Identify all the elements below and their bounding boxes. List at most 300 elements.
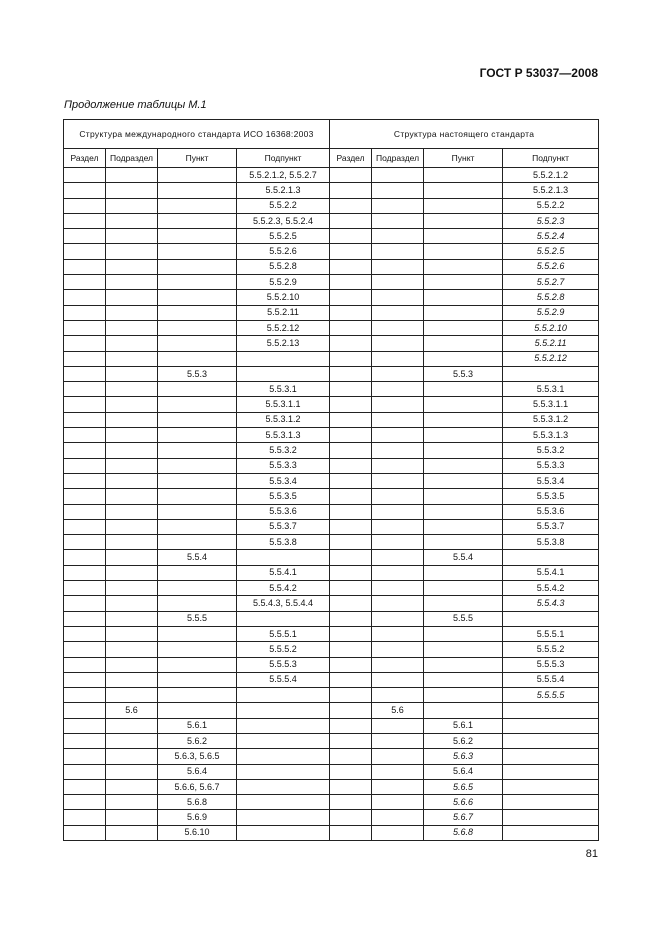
table-cell: 5.5.3.3 (237, 458, 330, 473)
table-cell (424, 229, 503, 244)
table-cell (64, 275, 106, 290)
table-row (64, 382, 599, 397)
table-cell: 5.5.5.1 (237, 626, 330, 641)
table-cell (158, 443, 237, 458)
table-cell (158, 626, 237, 641)
table-cell (330, 244, 372, 259)
table-cell (64, 688, 106, 703)
table-row (64, 764, 599, 779)
table-cell (106, 397, 158, 412)
table-cell (330, 213, 372, 228)
table-cell (330, 733, 372, 748)
table-cell: 5.5.2.1.2 (503, 168, 599, 183)
table-cell: 5.5.5.4 (237, 672, 330, 687)
table-cell (330, 366, 372, 381)
table-cell (330, 519, 372, 534)
table-cell: 5.5.3.3 (503, 458, 599, 473)
table-cell (106, 351, 158, 366)
table-cell: 5.6.2 (158, 733, 237, 748)
table-cell (330, 336, 372, 351)
table-cell (372, 642, 424, 657)
table-cell (158, 703, 237, 718)
table-cell (106, 642, 158, 657)
table-cell: 5.5.4 (158, 550, 237, 565)
table-cell: 5.5.2.1.3 (503, 183, 599, 198)
table-cell (372, 320, 424, 335)
group-header-national: Структура настоящего стандарта (330, 120, 599, 149)
table-cell (424, 672, 503, 687)
table-cell (158, 290, 237, 305)
table-cell: 5.5.3.1.3 (503, 428, 599, 443)
table-cell: 5.5.3.8 (237, 535, 330, 550)
table-cell (64, 244, 106, 259)
table-cell: 5.5.2.9 (237, 275, 330, 290)
table-cell (330, 290, 372, 305)
table-row (64, 458, 599, 473)
table-row (64, 642, 599, 657)
table-cell (64, 382, 106, 397)
table-cell (372, 626, 424, 641)
table-cell (64, 795, 106, 810)
table-cell (106, 473, 158, 488)
table-cell (158, 489, 237, 504)
table-row (64, 795, 599, 810)
table-cell (64, 305, 106, 320)
table-row (64, 473, 599, 488)
table-cell (64, 366, 106, 381)
table-cell (503, 366, 599, 381)
table-cell (64, 351, 106, 366)
table-cell (372, 810, 424, 825)
column-header: Раздел (330, 149, 372, 168)
table-cell: 5.5.2.9 (503, 305, 599, 320)
table-cell (330, 458, 372, 473)
table-cell (424, 259, 503, 274)
column-header: Подраздел (372, 149, 424, 168)
table-cell: 5.5.5.2 (503, 642, 599, 657)
table-cell (64, 336, 106, 351)
table-row (64, 703, 599, 718)
table-cell (106, 749, 158, 764)
table-cell (237, 703, 330, 718)
table-cell (330, 764, 372, 779)
table-cell (64, 642, 106, 657)
table-cell (372, 672, 424, 687)
table-cell: 5.5.5.5 (503, 688, 599, 703)
table-cell (64, 565, 106, 580)
table-cell (372, 382, 424, 397)
table-cell (237, 351, 330, 366)
table-cell (424, 397, 503, 412)
table-cell (372, 825, 424, 840)
table-cell (424, 290, 503, 305)
table-cell (424, 183, 503, 198)
table-cell (158, 183, 237, 198)
table-cell: 5.5.5.2 (237, 642, 330, 657)
table-row (64, 718, 599, 733)
table-cell (106, 764, 158, 779)
table-cell (64, 290, 106, 305)
table-row (64, 779, 599, 794)
table-cell (330, 320, 372, 335)
table-cell (64, 657, 106, 672)
table-row (64, 275, 599, 290)
table-cell (64, 473, 106, 488)
table-cell (237, 779, 330, 794)
table-cell (106, 718, 158, 733)
table-cell (158, 382, 237, 397)
table-cell: 5.5.4.2 (237, 581, 330, 596)
table-cell: 5.5.2.1.2, 5.5.2.7 (237, 168, 330, 183)
table-cell (64, 779, 106, 794)
table-cell (64, 213, 106, 228)
table-cell (158, 336, 237, 351)
table-cell (330, 657, 372, 672)
table-cell (503, 764, 599, 779)
table-cell (372, 428, 424, 443)
table-cell: 5.5.2.10 (237, 290, 330, 305)
table-cell (424, 382, 503, 397)
table-cell: 5.5.3.5 (503, 489, 599, 504)
table-cell (64, 611, 106, 626)
table-cell (372, 336, 424, 351)
table-cell (64, 504, 106, 519)
table-row (64, 565, 599, 580)
table-cell (330, 779, 372, 794)
table-cell: 5.5.2.6 (237, 244, 330, 259)
table-cell (372, 489, 424, 504)
table-cell (158, 428, 237, 443)
table-cell (330, 443, 372, 458)
table-cell (106, 581, 158, 596)
table-cell (64, 733, 106, 748)
table-cell (372, 733, 424, 748)
table-cell (330, 596, 372, 611)
table-cell (330, 626, 372, 641)
table-cell (106, 443, 158, 458)
table-cell (424, 473, 503, 488)
table-cell (64, 749, 106, 764)
table-cell (158, 397, 237, 412)
table-cell (424, 642, 503, 657)
table-cell (330, 259, 372, 274)
table-cell: 5.5.2.12 (237, 320, 330, 335)
table-cell (503, 718, 599, 733)
table-cell: 5.5.3.5 (237, 489, 330, 504)
table-cell (237, 366, 330, 381)
table-cell (330, 473, 372, 488)
table-cell (330, 198, 372, 213)
table-cell (106, 504, 158, 519)
table-cell (64, 764, 106, 779)
table-cell (64, 626, 106, 641)
table-cell (158, 351, 237, 366)
table-row (64, 290, 599, 305)
page-number: 81 (585, 848, 598, 860)
table-cell: 5.6 (372, 703, 424, 718)
table-cell (424, 688, 503, 703)
table-cell (372, 259, 424, 274)
table-cell (237, 550, 330, 565)
table-cell (372, 535, 424, 550)
table-cell (158, 259, 237, 274)
table-cell: 5.5.2.8 (237, 259, 330, 274)
table-row (64, 626, 599, 641)
table-cell (330, 825, 372, 840)
table-cell (158, 198, 237, 213)
table-cell (330, 688, 372, 703)
table-cell (237, 688, 330, 703)
table-cell (106, 290, 158, 305)
table-cell (330, 412, 372, 427)
table-cell (64, 168, 106, 183)
table-cell (237, 749, 330, 764)
table-cell: 5.5.4 (424, 550, 503, 565)
table-cell: 5.5.2.12 (503, 351, 599, 366)
table-row (64, 825, 599, 840)
column-header: Пункт (424, 149, 503, 168)
table-cell (372, 688, 424, 703)
table-cell (424, 535, 503, 550)
table-cell (372, 611, 424, 626)
table-cell: 5.5.2.10 (503, 320, 599, 335)
table-cell: 5.5.5 (424, 611, 503, 626)
table-cell: 5.6 (106, 703, 158, 718)
table-cell (64, 198, 106, 213)
table-cell (106, 183, 158, 198)
table-row (64, 504, 599, 519)
table-cell (372, 504, 424, 519)
table-body (64, 168, 599, 841)
table-row (64, 672, 599, 687)
table-cell: 5.5.2.5 (503, 244, 599, 259)
table-cell (372, 305, 424, 320)
table-row (64, 336, 599, 351)
table-cell (64, 183, 106, 198)
table-cell (330, 672, 372, 687)
table-cell: 5.5.4.2 (503, 581, 599, 596)
table-cell: 5.6.10 (158, 825, 237, 840)
table-row (64, 412, 599, 427)
table-cell (237, 611, 330, 626)
table-cell (106, 810, 158, 825)
table-cell: 5.6.1 (424, 718, 503, 733)
table-cell (158, 229, 237, 244)
table-cell: 5.5.4.3, 5.5.4.4 (237, 596, 330, 611)
table-cell (372, 550, 424, 565)
table-cell (237, 810, 330, 825)
table-cell (424, 581, 503, 596)
table-cell (330, 397, 372, 412)
table-cell: 5.5.3.1.2 (503, 412, 599, 427)
table-cell (237, 764, 330, 779)
table-cell (106, 458, 158, 473)
table-cell (424, 443, 503, 458)
table-cell: 5.5.4.3 (503, 596, 599, 611)
table-cell (330, 428, 372, 443)
table-cell: 5.5.2.3 (503, 213, 599, 228)
table-cell (106, 366, 158, 381)
table-cell: 5.6.2 (424, 733, 503, 748)
table-row (64, 244, 599, 259)
table-cell (64, 703, 106, 718)
table-cell (64, 428, 106, 443)
table-cell (158, 688, 237, 703)
table-cell (158, 412, 237, 427)
table-cell (64, 825, 106, 840)
table-row (64, 229, 599, 244)
table-cell: 5.5.2.11 (503, 336, 599, 351)
table-cell: 5.5.3.6 (237, 504, 330, 519)
table-cell (158, 535, 237, 550)
table-cell: 5.5.2.11 (237, 305, 330, 320)
table-cell: 5.5.3.1 (237, 382, 330, 397)
table-cell (64, 810, 106, 825)
table-cell (372, 290, 424, 305)
table-cell (158, 305, 237, 320)
table-cell (503, 550, 599, 565)
table-cell: 5.5.2.8 (503, 290, 599, 305)
table-cell: 5.5.3.4 (503, 473, 599, 488)
table-cell (424, 428, 503, 443)
table-cell: 5.5.2.1.3 (237, 183, 330, 198)
table-cell: 5.5.2.6 (503, 259, 599, 274)
table-cell (372, 213, 424, 228)
table-cell (106, 795, 158, 810)
table-cell: 5.6.7 (424, 810, 503, 825)
table-row (64, 320, 599, 335)
table-cell (106, 535, 158, 550)
table-cell (424, 565, 503, 580)
table-cell: 5.6.3 (424, 749, 503, 764)
table-row (64, 657, 599, 672)
table-row (64, 550, 599, 565)
table-cell (330, 565, 372, 580)
table-row (64, 519, 599, 534)
table-cell (372, 183, 424, 198)
table-cell (330, 749, 372, 764)
table-cell: 5.6.6, 5.6.7 (158, 779, 237, 794)
table-cell (330, 168, 372, 183)
table-cell (64, 718, 106, 733)
table-cell (372, 229, 424, 244)
table-cell: 5.5.2.2 (503, 198, 599, 213)
table-cell: 5.5.4.1 (237, 565, 330, 580)
table-cell (330, 275, 372, 290)
table-cell (158, 581, 237, 596)
table-cell: 5.5.3.4 (237, 473, 330, 488)
table-row (64, 733, 599, 748)
table-cell (372, 198, 424, 213)
table-cell: 5.5.3.1.3 (237, 428, 330, 443)
table-cell (424, 336, 503, 351)
table-cell (106, 305, 158, 320)
table-cell: 5.5.3.1 (503, 382, 599, 397)
correspondence-table (63, 119, 599, 841)
table-cell (106, 596, 158, 611)
table-cell (64, 581, 106, 596)
group-header-iso: Структура международного стандарта ИСО 16368:2003 (64, 120, 330, 149)
table-cell (503, 779, 599, 794)
table-cell (372, 764, 424, 779)
document-code: ГОСТ Р 53037—2008 (479, 66, 598, 80)
table-cell: 5.5.3.1.1 (237, 397, 330, 412)
table-caption: Продолжение таблицы М.1 (64, 99, 207, 111)
table-cell (237, 718, 330, 733)
table-cell (106, 213, 158, 228)
table-cell: 5.5.2.7 (503, 275, 599, 290)
table-cell: 5.6.3, 5.6.5 (158, 749, 237, 764)
table-cell (64, 320, 106, 335)
table-cell (106, 688, 158, 703)
table-cell (64, 672, 106, 687)
table-cell (503, 749, 599, 764)
table-row (64, 489, 599, 504)
table-cell: 5.5.2.2 (237, 198, 330, 213)
table-row (64, 581, 599, 596)
table-row (64, 397, 599, 412)
table-cell (372, 657, 424, 672)
table-cell (158, 642, 237, 657)
table-cell (158, 244, 237, 259)
table-cell (106, 259, 158, 274)
table-cell: 5.5.3 (424, 366, 503, 381)
table-row (64, 198, 599, 213)
table-cell (330, 535, 372, 550)
table-cell (106, 428, 158, 443)
column-header: Подпункт (503, 149, 599, 168)
table-cell (424, 458, 503, 473)
table-cell (424, 244, 503, 259)
table-cell (64, 259, 106, 274)
table-row (64, 168, 599, 183)
table-row (64, 749, 599, 764)
table-cell (106, 611, 158, 626)
table-cell (64, 412, 106, 427)
table-cell (372, 397, 424, 412)
table-cell (237, 733, 330, 748)
table-cell (424, 412, 503, 427)
table-cell (106, 168, 158, 183)
table-row (64, 183, 599, 198)
table-cell (158, 657, 237, 672)
table-cell (158, 596, 237, 611)
table-cell (372, 366, 424, 381)
table-cell (424, 626, 503, 641)
table-cell (424, 703, 503, 718)
table-cell: 5.5.5.1 (503, 626, 599, 641)
table-cell: 5.5.3 (158, 366, 237, 381)
table-cell (330, 504, 372, 519)
table-cell (330, 581, 372, 596)
table-cell (372, 749, 424, 764)
table-cell (372, 519, 424, 534)
table-cell (158, 168, 237, 183)
table-cell: 5.5.3.8 (503, 535, 599, 550)
table-cell (106, 489, 158, 504)
table-cell (64, 443, 106, 458)
table-cell (424, 168, 503, 183)
table-cell (330, 795, 372, 810)
table-cell (237, 795, 330, 810)
table-cell (330, 611, 372, 626)
table-cell: 5.6.4 (424, 764, 503, 779)
table-cell (106, 733, 158, 748)
table-cell: 5.5.3.2 (237, 443, 330, 458)
table-cell (372, 581, 424, 596)
table-cell: 5.6.9 (158, 810, 237, 825)
table-cell (424, 351, 503, 366)
